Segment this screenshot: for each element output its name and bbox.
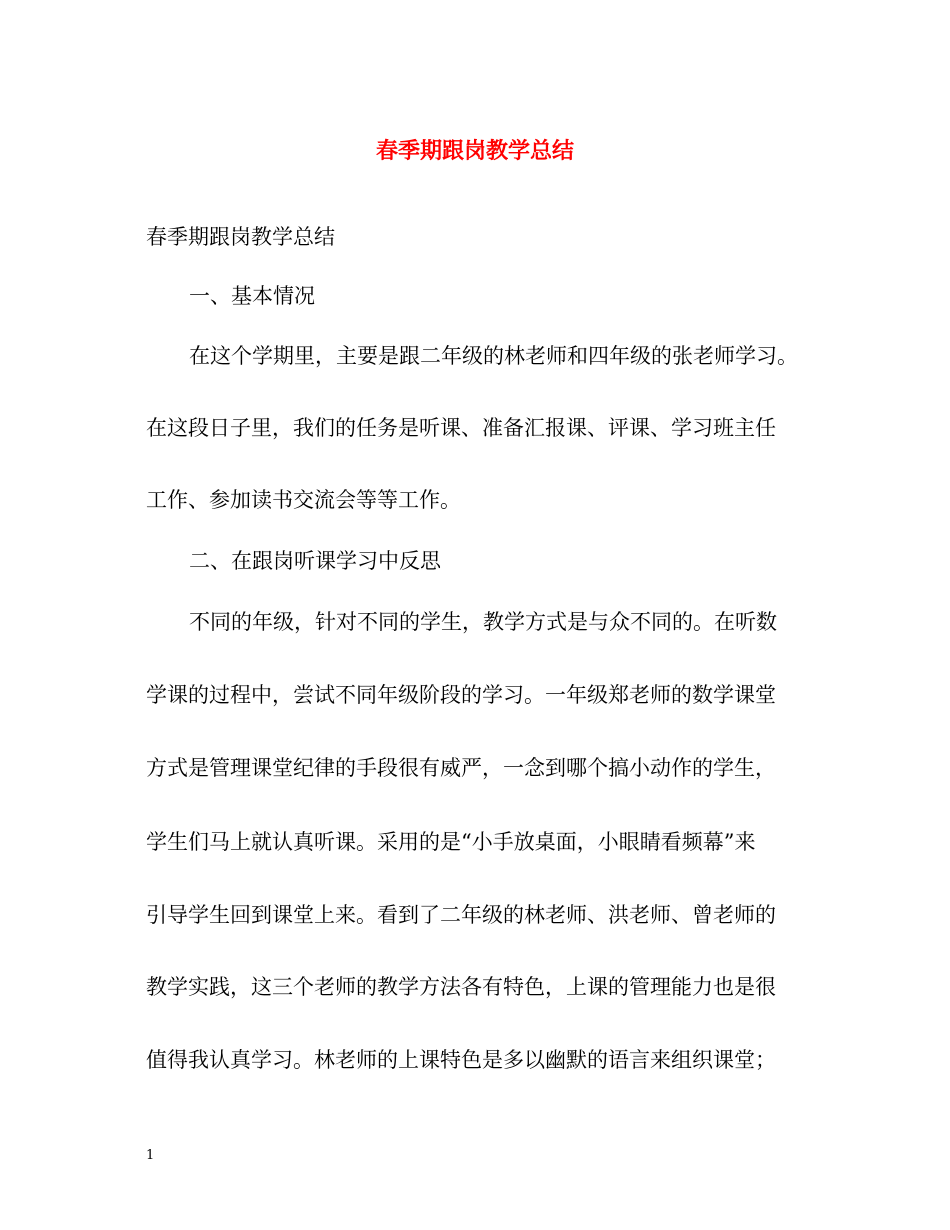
page-number: 1 <box>146 1148 155 1163</box>
paragraph-line: 不同的年级，针对不同的学生，教学方式是与众不同的。在听数 <box>189 610 777 634</box>
paragraph-line: 学生们马上就认真听课。采用的是“小手放桌面，小眼睛看频幕”来 <box>146 830 756 854</box>
section-heading-basic-situation: 一、基本情况 <box>189 284 315 308</box>
paragraph-line: 在这个学期里，主要是跟二年级的林老师和四年级的张老师学习。 <box>189 344 798 368</box>
paragraph-line: 方式是管理课堂纪律的手段很有威严，一念到哪个搞小动作的学生， <box>146 756 776 780</box>
paragraph-line: 值得我认真学习。林老师的上课特色是多以幽默的语言来组织课堂； <box>146 1048 776 1072</box>
paragraph-line: 学课的过程中，尝试不同年级阶段的学习。一年级郑老师的数学课堂 <box>146 683 776 707</box>
document-title: 春季期跟岗教学总结 <box>375 138 574 164</box>
paragraph-line: 在这段日子里，我们的任务是听课、准备汇报课、评课、学习班主任 <box>146 416 776 440</box>
paragraph-line: 教学实践，这三个老师的教学方法各有特色，上课的管理能力也是很 <box>146 975 776 999</box>
document-subtitle: 春季期跟岗教学总结 <box>146 225 335 249</box>
paragraph-line: 引导学生回到课堂上来。看到了二年级的林老师、洪老师、曾老师的 <box>146 903 776 927</box>
section-heading-reflection: 二、在跟岗听课学习中反思 <box>189 549 441 573</box>
paragraph-line: 工作、参加读书交流会等等工作。 <box>146 488 461 512</box>
